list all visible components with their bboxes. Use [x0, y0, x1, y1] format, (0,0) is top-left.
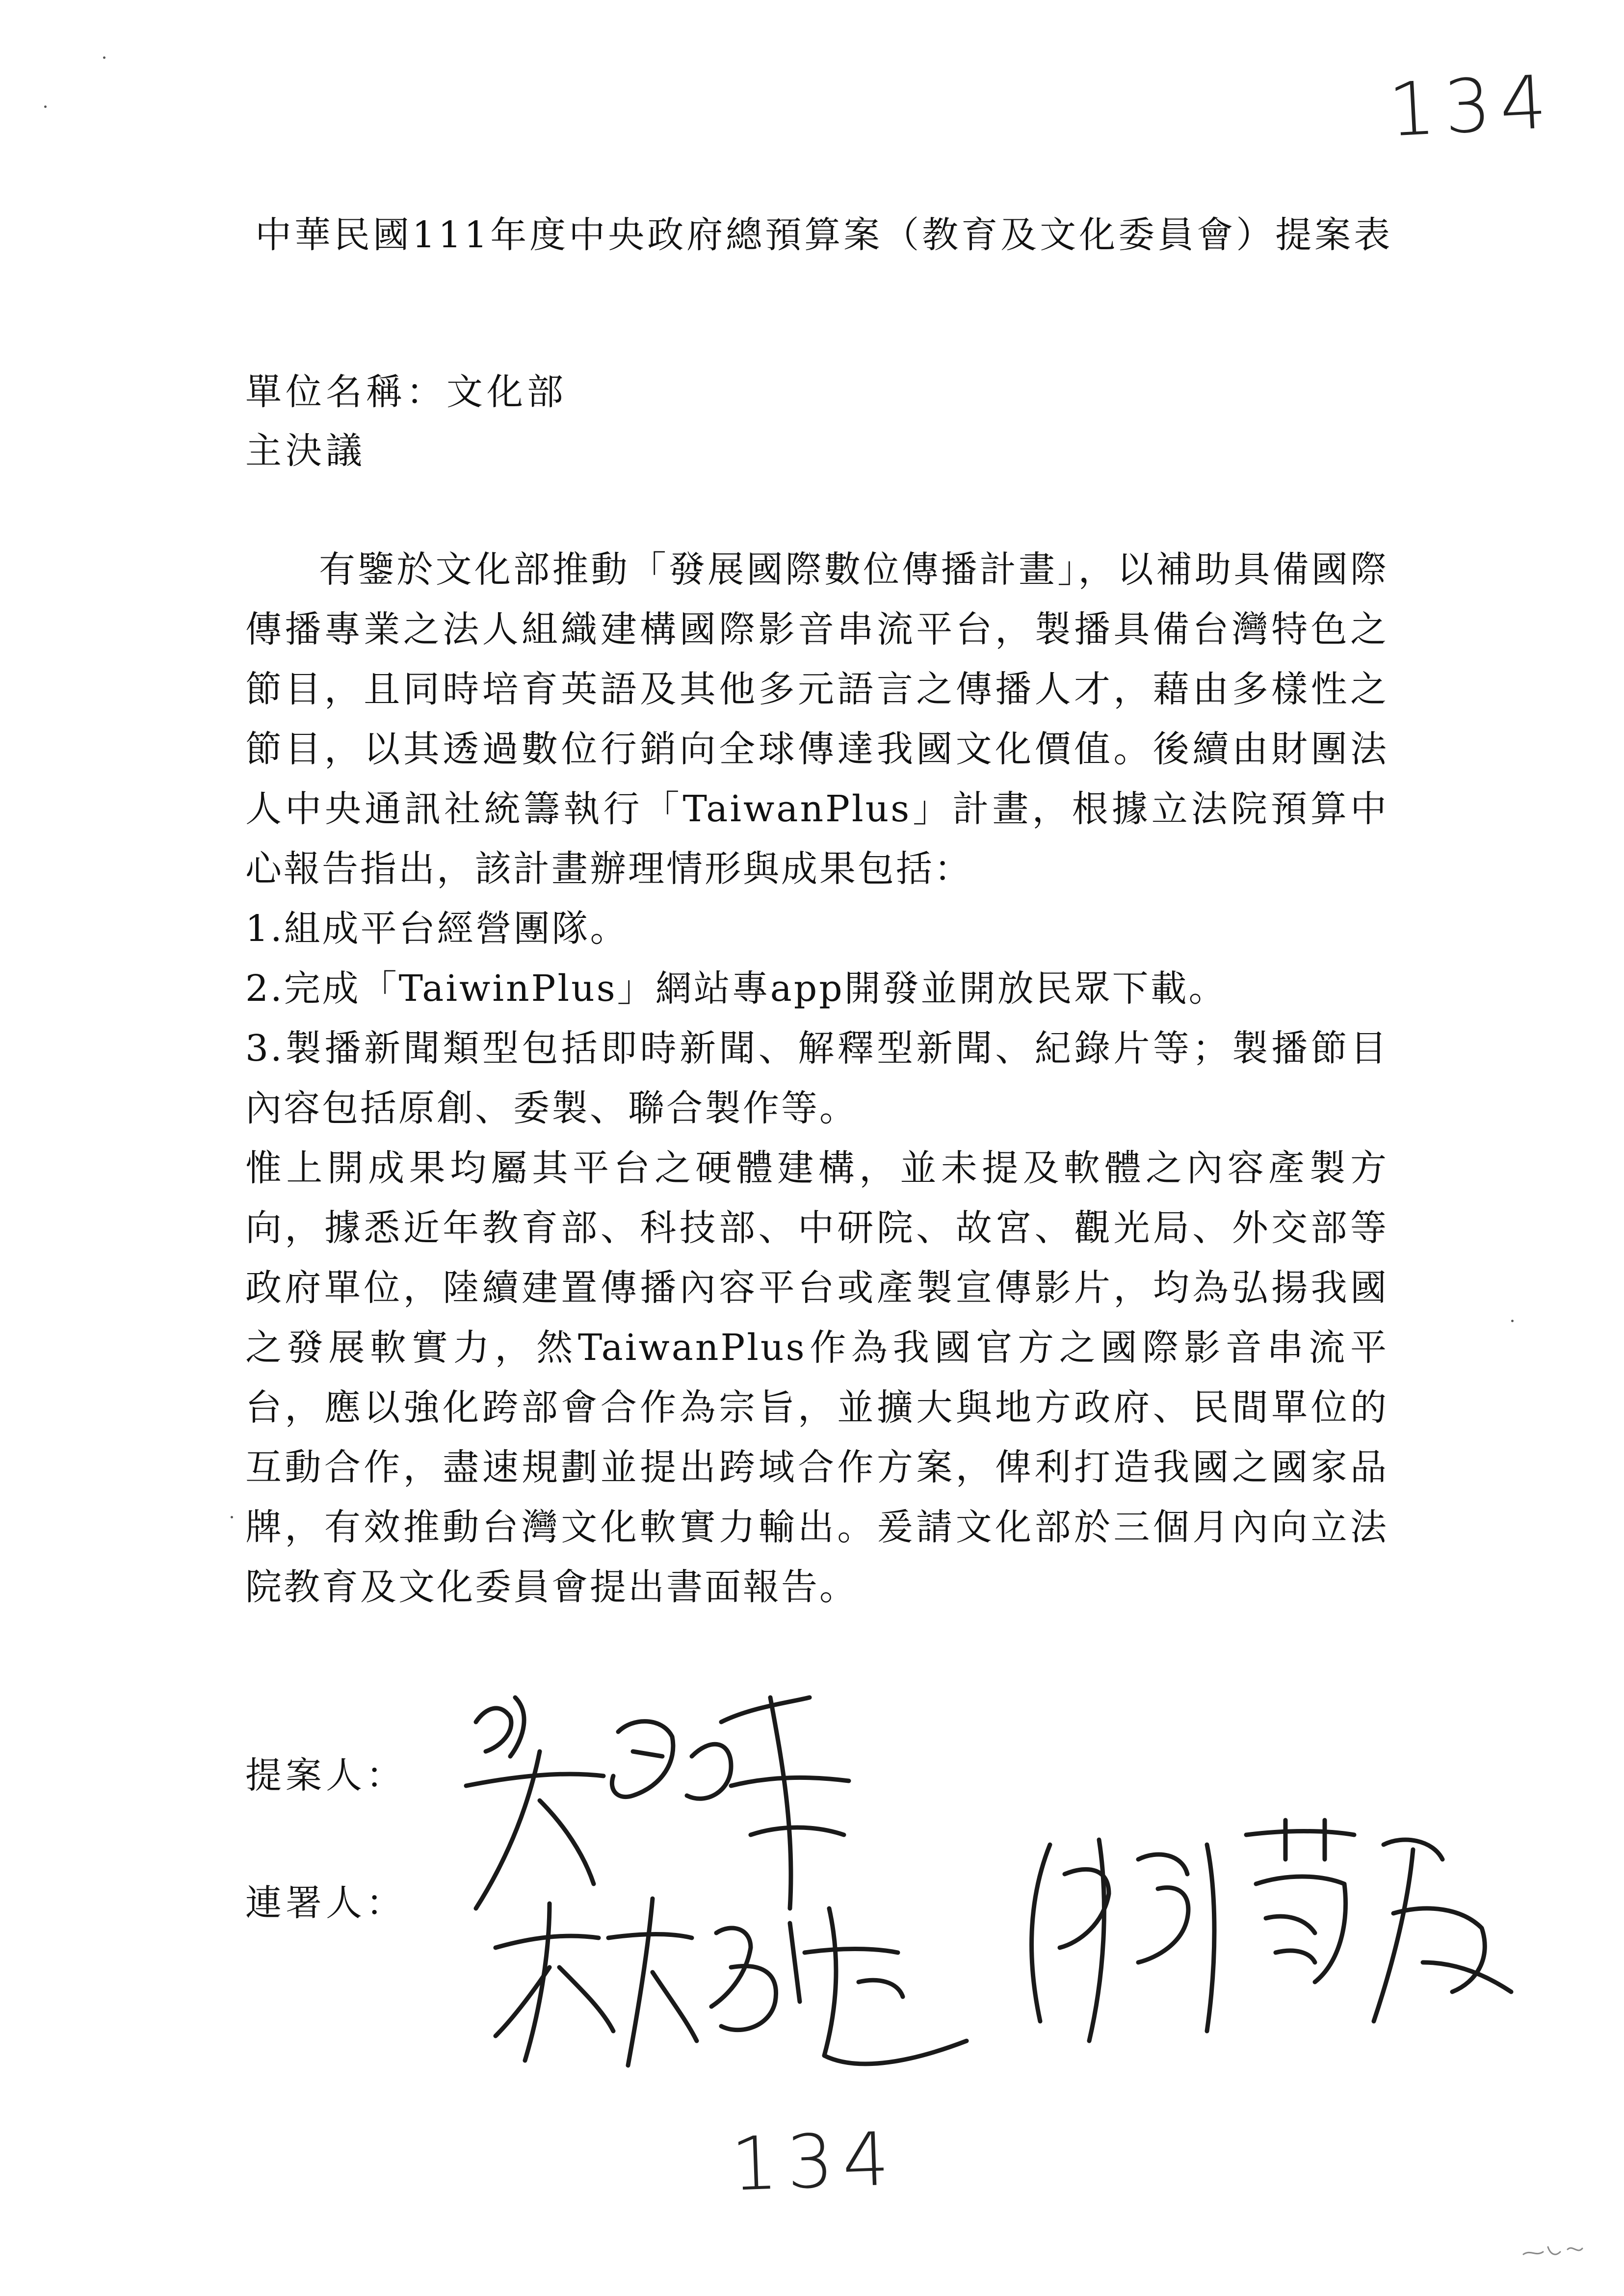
stray-stamp-mark — [1521, 2240, 1585, 2264]
list-item: 2.完成「TaiwinPlus」網站專app開發並開放民眾下載。 — [245, 967, 1227, 1010]
document-title: 中華民國111年度中央政府總預算案（教育及文化委員會）提案表 — [255, 214, 1393, 256]
signature-cosigner-1 — [486, 1894, 986, 2080]
handwritten-page-number-top: 134 — [1386, 59, 1558, 154]
unit-name-line: 單位名稱：文化部 — [245, 371, 567, 413]
conclusion-paragraph: 惟上開成果均屬其平台之硬體建構，並未提及軟體之內容產製方向，據悉近年教育部、科技部、中研院、故宮、觀光局、外交部等政府單位，陸續建置傳播內容平台或產製宣傳影片，均為弘揚我國之發展軟實力，然TaiwanPlus作為我國官方之國際影音串流平台，應以強化跨部會合作為宗旨，並擴大與地方政府、民間單位的互動合作，盡速規劃並提出跨域合作方案，俾利打造我國之國家品牌，有效推動台灣文化軟實力輸出。爰請文化部於三個月內向立法院教育及文化委員會提出書面報告。 — [245, 1147, 1388, 1608]
proposer-label: 提案人： — [245, 1754, 406, 1797]
handwritten-page-number-bottom: 134 — [730, 2116, 900, 2208]
list-item: 3.製播新聞類型包括即時新聞、解釋型新聞、紀錄片等；製播節目內容包括原創、委製、聯合製作等。 — [245, 1027, 1388, 1129]
list-item: 1.組成平台經營團隊。 — [245, 908, 629, 950]
proposal-body — [245, 540, 1388, 1617]
scan-speck — [103, 56, 105, 59]
scan-speck — [1511, 1320, 1514, 1322]
intro-paragraph: 有鑒於文化部推動「發展國際數位傳播計畫」，以補助具備國際傳播專業之法人組織建構國際影音串流平台，製播具備台灣特色之節目，且同時培育英語及其他多元語言之傳播人才，藉由多樣性之節目，以其透過數位行銷向全球傳達我國文化價值。後續由財團法人中央通訊社統籌執行「TaiwanPlus」計畫，根據立法院預算中心報告指出，該計畫辦理情形與成果包括： — [245, 548, 1388, 890]
scan-speck — [44, 105, 47, 108]
signature-cosigner-2 — [1011, 1815, 1531, 2061]
cosigner-label: 連署人： — [245, 1882, 406, 1924]
scan-speck — [231, 1516, 233, 1518]
main-resolution-heading: 主決議 — [245, 430, 366, 472]
